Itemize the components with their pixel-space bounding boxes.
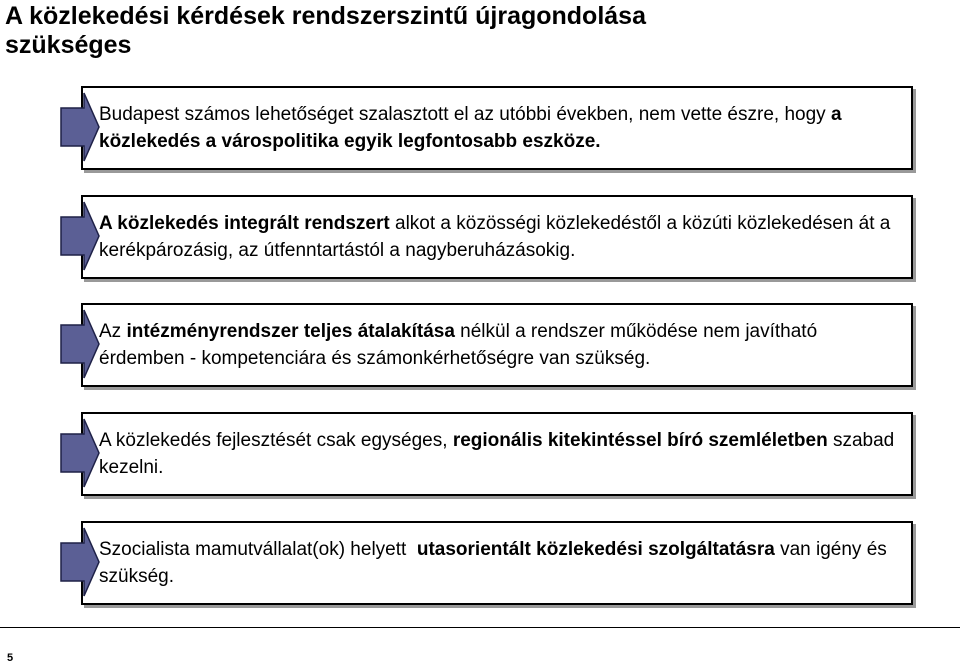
arrow-right-icon: [60, 92, 100, 162]
text-segment: alkot a közösségi közlekedéstől a közúti közlekedésen át a kerékpározásig, az útfenntartástól a nagyberuházásokig.: [99, 213, 891, 261]
text-segment: Szocialista mamutvállalat(ok) helyett: [99, 539, 417, 560]
bullet-item-3: [60, 303, 912, 387]
text-segment-bold: intézményrendszer teljes átalakítása: [126, 321, 455, 342]
item-text: [99, 427, 899, 481]
item-text: [99, 101, 899, 155]
page-number: 5: [7, 652, 14, 664]
text-segment: Az: [99, 321, 127, 342]
item-text: [99, 536, 899, 590]
text-segment-bold: regionális kitekintéssel bíró szemléletben: [452, 430, 828, 451]
text-box: [81, 195, 913, 279]
bullet-item-5: [60, 521, 912, 605]
footer-divider: [0, 627, 960, 628]
bullet-item-1: [60, 86, 912, 170]
arrow-right-icon: [60, 418, 100, 488]
item-text: [99, 318, 899, 372]
arrow-right-icon: [60, 201, 100, 271]
text-box: [81, 521, 913, 605]
text-box: [81, 412, 913, 496]
text-segment: A közlekedés fejlesztését csak egységes,: [99, 430, 453, 451]
item-text: [99, 210, 899, 264]
arrow-right-icon: [60, 527, 100, 597]
text-segment: Budapest számos lehetőséget szalasztott el az utóbbi években, nem vette észre, hogy: [99, 104, 831, 125]
text-box: [81, 86, 913, 170]
text-segment-bold: A közlekedés integrált rendszert: [99, 213, 390, 234]
arrow-right-icon: [60, 309, 100, 379]
text-segment: nélkül a rendszer működése nem javítható érdemben - kompetenciára és számonkérhetőségre van szükség.: [99, 321, 818, 369]
text-segment: van igény és szükség.: [99, 539, 893, 587]
title-line-2: szükséges: [5, 31, 132, 59]
bullet-item-4: [60, 412, 912, 496]
text-box: [81, 303, 913, 387]
page-title: [5, 2, 905, 60]
text-segment-bold: a közlekedés a várospolitika egyik legfontosabb eszköze.: [99, 104, 842, 152]
text-segment: szabad kezelni.: [99, 430, 895, 478]
bullet-item-2: [60, 195, 912, 279]
text-segment-bold: utasorientált közlekedési szolgáltatásra: [416, 539, 775, 560]
title-line-1: A közlekedési kérdések rendszerszintű újragondolása: [5, 2, 646, 30]
